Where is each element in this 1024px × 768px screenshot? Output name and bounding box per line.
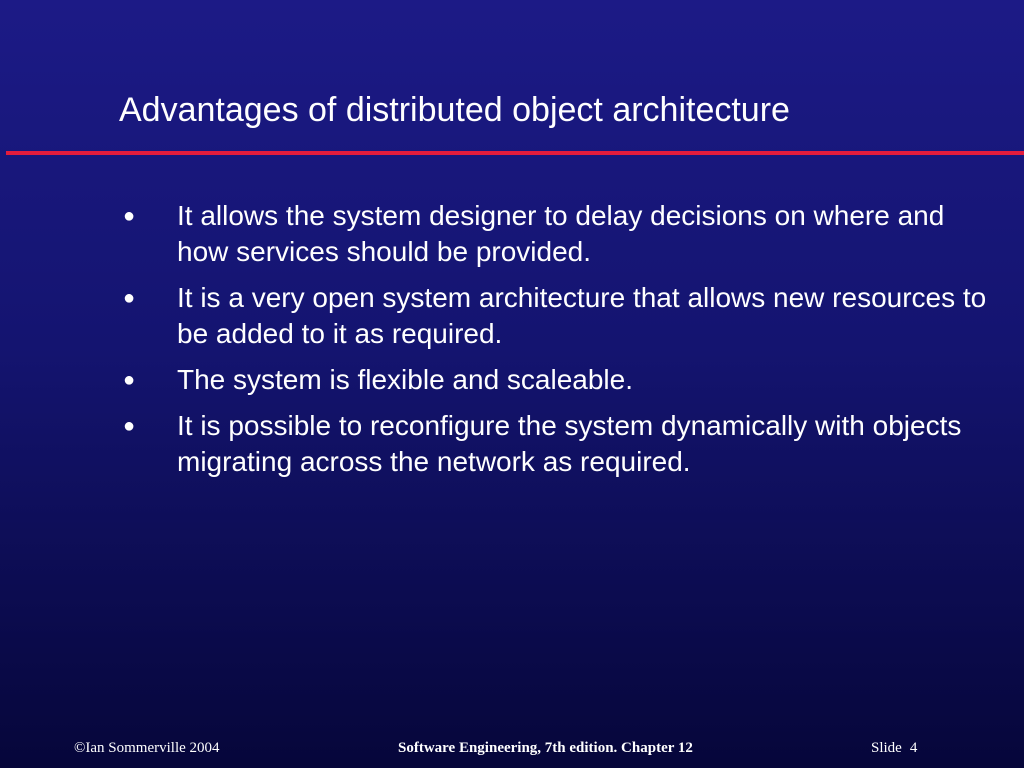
bullet-icon: ● <box>123 287 136 309</box>
footer-slide-number <box>871 738 917 758</box>
footer-copyright: ©Ian Sommerville 2004 <box>74 740 220 756</box>
slide-number: 4 <box>909 740 918 756</box>
slide-label: Slide <box>871 740 902 756</box>
bullet-text: It is a very open system architecture that allows new resources to be added to it as required. <box>177 282 987 349</box>
footer-book-title: Software Engineering, 7th edition. Chapter 12 <box>398 740 693 756</box>
bullet-item <box>119 198 989 270</box>
bullet-item <box>119 362 989 398</box>
bullet-icon: ● <box>123 415 136 437</box>
bullet-text: It is possible to reconfigure the system dynamically with objects migrating across the network as required. <box>177 410 962 477</box>
bullet-item <box>119 408 989 480</box>
bullet-text: It allows the system designer to delay decisions on where and how services should be provided. <box>177 200 945 267</box>
bullet-list <box>119 198 989 490</box>
bullet-icon: ● <box>123 369 136 391</box>
bullet-icon: ● <box>123 205 136 227</box>
slide-title: Advantages of distributed object architecture <box>119 91 790 129</box>
bullet-text: The system is flexible and scaleable. <box>177 364 633 395</box>
bullet-item <box>119 280 989 352</box>
title-divider <box>6 151 1024 155</box>
